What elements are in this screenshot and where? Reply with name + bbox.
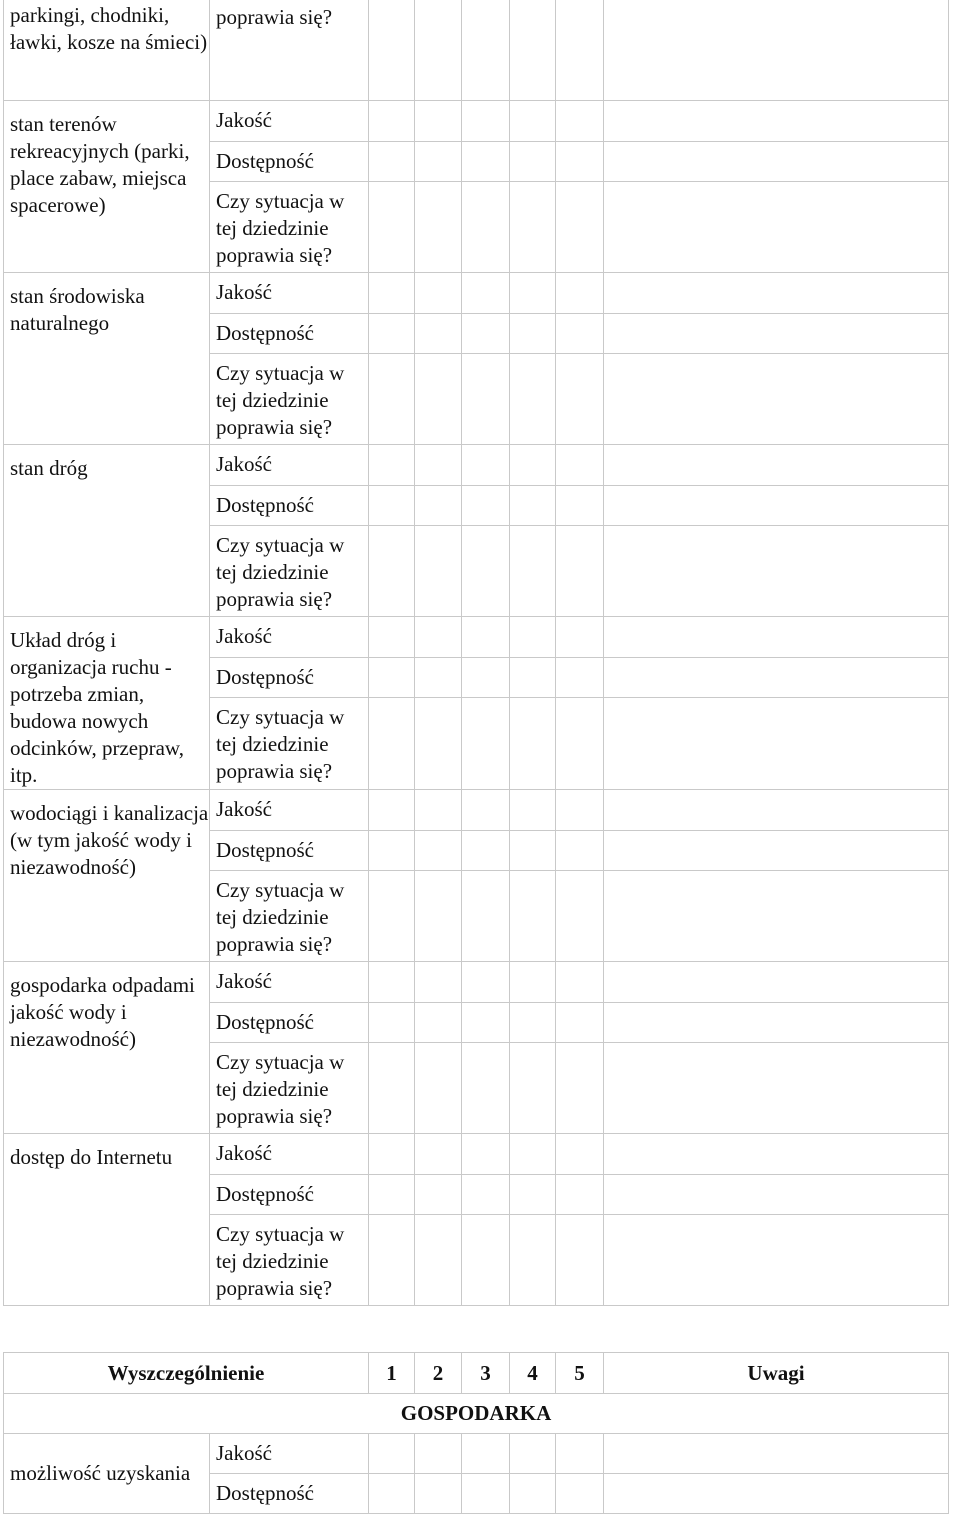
score-cell-2[interactable] — [415, 181, 462, 272]
score-cell-1[interactable] — [369, 525, 415, 616]
score-cell-3[interactable] — [462, 485, 510, 525]
score-cell-3[interactable] — [462, 272, 510, 313]
score-cell-2[interactable] — [415, 444, 462, 485]
notes-cell[interactable] — [604, 141, 949, 181]
score-cell-3[interactable] — [462, 616, 510, 657]
column-header-item: Wyszczególnienie — [4, 1353, 369, 1394]
score-cell-3[interactable] — [462, 657, 510, 697]
score-cell-4[interactable] — [510, 313, 556, 353]
notes-cell[interactable] — [604, 485, 949, 525]
improve-label-line: poprawia się? — [216, 586, 333, 611]
score-cell-3[interactable] — [462, 181, 510, 272]
score-cell-3[interactable] — [462, 830, 510, 870]
score-cell-1[interactable] — [369, 830, 415, 870]
score-cell-3[interactable] — [462, 789, 510, 830]
score-cell-4[interactable] — [510, 141, 556, 181]
score-cell-2[interactable] — [415, 141, 462, 181]
category-cell: możliwość uzyskania — [4, 1434, 210, 1514]
section-row — [4, 1394, 949, 1434]
notes-cell[interactable] — [604, 1214, 949, 1305]
score-cell-3[interactable] — [462, 1474, 510, 1514]
table-row — [4, 961, 949, 1002]
score-cell-3[interactable] — [462, 961, 510, 1002]
notes-cell[interactable] — [604, 830, 949, 870]
score-cell-5[interactable] — [556, 1214, 604, 1305]
column-header-score-2: 2 — [415, 1353, 462, 1394]
availability-label: Dostępność — [210, 485, 369, 525]
score-cell-5[interactable] — [556, 1474, 604, 1514]
score-cell-4[interactable] — [510, 1042, 556, 1133]
score-cell-4[interactable] — [510, 1434, 556, 1474]
score-cell-5[interactable] — [556, 830, 604, 870]
score-cell-3[interactable] — [462, 1434, 510, 1474]
notes-cell[interactable] — [604, 1002, 949, 1042]
notes-cell[interactable] — [604, 1042, 949, 1133]
table-row — [4, 272, 949, 313]
notes-cell[interactable] — [604, 353, 949, 444]
availability-label: Dostępność — [210, 1474, 369, 1514]
score-cell-3[interactable] — [462, 141, 510, 181]
score-cell-5[interactable] — [556, 1042, 604, 1133]
score-cell-2[interactable] — [415, 789, 462, 830]
score-cell-1[interactable] — [369, 0, 415, 100]
column-header-score-5: 5 — [556, 1353, 604, 1394]
score-cell-1[interactable] — [369, 697, 415, 789]
table-row — [4, 100, 949, 141]
score-cell-4[interactable] — [510, 444, 556, 485]
quality-label: Jakość — [210, 100, 369, 141]
score-cell-5[interactable] — [556, 697, 604, 789]
score-cell-3[interactable] — [462, 100, 510, 141]
improve-label-line: poprawia się? — [216, 242, 333, 267]
score-cell-3[interactable] — [462, 525, 510, 616]
notes-cell[interactable] — [604, 444, 949, 485]
table-row — [4, 1133, 949, 1174]
score-cell-3[interactable] — [462, 870, 510, 961]
score-cell-3[interactable] — [462, 697, 510, 789]
availability-label: Dostępność — [210, 1174, 369, 1214]
score-cell-4[interactable] — [510, 697, 556, 789]
category-cell: dostęp do Internetu — [4, 1133, 210, 1305]
score-cell-2[interactable] — [415, 961, 462, 1002]
improve-label — [210, 353, 369, 444]
score-cell-4[interactable] — [510, 1474, 556, 1514]
notes-cell[interactable] — [604, 657, 949, 697]
availability-label: Dostępność — [210, 657, 369, 697]
score-cell-5[interactable] — [556, 870, 604, 961]
score-cell-5[interactable] — [556, 313, 604, 353]
quality-label: Jakość — [210, 272, 369, 313]
improve-label-line: tej dziedzinie — [216, 559, 329, 584]
improve-label-line: tej dziedzinie — [216, 1076, 329, 1101]
score-cell-5[interactable] — [556, 1002, 604, 1042]
table-row — [4, 616, 949, 657]
improve-label — [210, 525, 369, 616]
score-cell-1[interactable] — [369, 1133, 415, 1174]
score-cell-1[interactable] — [369, 789, 415, 830]
availability-label: Dostępność — [210, 141, 369, 181]
score-cell-3[interactable] — [462, 1002, 510, 1042]
score-cell-1[interactable] — [369, 870, 415, 961]
score-cell-1[interactable] — [369, 485, 415, 525]
category-cell: Układ dróg i organizacja ruchu - potrzeba zmian, budowa nowych odcinków, przepraw, itp. — [4, 616, 210, 789]
score-cell-2[interactable] — [415, 485, 462, 525]
score-cell-4[interactable] — [510, 1214, 556, 1305]
improve-label-line: Czy sytuacja w — [216, 188, 345, 213]
score-cell-5[interactable] — [556, 181, 604, 272]
score-cell-5[interactable] — [556, 485, 604, 525]
score-cell-2[interactable] — [415, 616, 462, 657]
score-cell-4[interactable] — [510, 657, 556, 697]
category-cell: wodociągi i kanalizacja (w tym jakość wody i niezawodność) — [4, 789, 210, 961]
score-cell-4[interactable] — [510, 525, 556, 616]
availability-label: Dostępność — [210, 313, 369, 353]
notes-cell[interactable] — [604, 1133, 949, 1174]
score-cell-1[interactable] — [369, 1214, 415, 1305]
notes-cell[interactable] — [604, 961, 949, 1002]
quality-label: Jakość — [210, 444, 369, 485]
improve-label-line: Czy sytuacja w — [216, 1221, 345, 1246]
notes-cell[interactable] — [604, 697, 949, 789]
score-cell-5[interactable] — [556, 444, 604, 485]
score-cell-2[interactable] — [415, 1042, 462, 1133]
score-cell-4[interactable] — [510, 100, 556, 141]
table-row — [4, 0, 949, 100]
score-cell-5[interactable] — [556, 657, 604, 697]
notes-cell[interactable] — [604, 0, 949, 100]
score-cell-2[interactable] — [415, 697, 462, 789]
score-cell-2[interactable] — [415, 830, 462, 870]
score-cell-3[interactable] — [462, 353, 510, 444]
column-header-score-3: 3 — [462, 1353, 510, 1394]
score-cell-1[interactable] — [369, 616, 415, 657]
quality-label: Jakość — [210, 1434, 369, 1474]
notes-cell[interactable] — [604, 1474, 949, 1514]
improve-label — [210, 181, 369, 272]
notes-cell[interactable] — [604, 616, 949, 657]
improve-label-line: poprawia się? — [216, 414, 333, 439]
improve-label-line: tej dziedzinie — [216, 215, 329, 240]
improve-label-line: Czy sytuacja w — [216, 532, 345, 557]
notes-cell[interactable] — [604, 100, 949, 141]
notes-cell[interactable] — [604, 525, 949, 616]
improve-label — [210, 1042, 369, 1133]
improve-label-line: Czy sytuacja w — [216, 704, 345, 729]
score-cell-3[interactable] — [462, 1042, 510, 1133]
header-row — [4, 1353, 949, 1394]
availability-label: Dostępność — [210, 1002, 369, 1042]
score-cell-1[interactable] — [369, 961, 415, 1002]
score-cell-3[interactable] — [462, 1214, 510, 1305]
score-cell-2[interactable] — [415, 1434, 462, 1474]
score-cell-1[interactable] — [369, 444, 415, 485]
improve-label — [210, 870, 369, 961]
score-cell-4[interactable] — [510, 1002, 556, 1042]
score-cell-2[interactable] — [415, 313, 462, 353]
score-cell-5[interactable] — [556, 272, 604, 313]
score-cell-1[interactable] — [369, 353, 415, 444]
quality-label: Jakość — [210, 616, 369, 657]
score-cell-1[interactable] — [369, 1434, 415, 1474]
score-cell-1[interactable] — [369, 1042, 415, 1133]
score-cell-5[interactable] — [556, 525, 604, 616]
score-cell-5[interactable] — [556, 100, 604, 141]
improve-label-line: tej dziedzinie — [216, 387, 329, 412]
score-cell-2[interactable] — [415, 100, 462, 141]
score-cell-4[interactable] — [510, 485, 556, 525]
score-cell-5[interactable] — [556, 789, 604, 830]
score-cell-2[interactable] — [415, 1002, 462, 1042]
score-cell-1[interactable] — [369, 313, 415, 353]
quality-label: Jakość — [210, 961, 369, 1002]
score-cell-1[interactable] — [369, 657, 415, 697]
column-header-score-4: 4 — [510, 1353, 556, 1394]
score-cell-3[interactable] — [462, 444, 510, 485]
score-cell-3[interactable] — [462, 313, 510, 353]
score-cell-4[interactable] — [510, 616, 556, 657]
score-cell-3[interactable] — [462, 1174, 510, 1214]
improve-label-line: poprawia się? — [216, 1275, 333, 1300]
score-cell-4[interactable] — [510, 789, 556, 830]
score-cell-2[interactable] — [415, 870, 462, 961]
score-cell-2[interactable] — [415, 272, 462, 313]
score-cell-2[interactable] — [415, 353, 462, 444]
economy-table — [3, 1352, 949, 1514]
score-cell-4[interactable] — [510, 353, 556, 444]
quality-label: Jakość — [210, 789, 369, 830]
category-cell: gospodarka odpadami jakość wody i niezawodność) — [4, 961, 210, 1133]
score-cell-4[interactable] — [510, 961, 556, 1002]
notes-cell[interactable] — [604, 313, 949, 353]
table-row — [4, 1434, 949, 1474]
improve-label-line: Czy sytuacja w — [216, 1049, 345, 1074]
notes-cell[interactable] — [604, 1434, 949, 1474]
score-cell-2[interactable] — [415, 1133, 462, 1174]
score-cell-4[interactable] — [510, 830, 556, 870]
column-header-notes: Uwagi — [604, 1353, 949, 1394]
improve-label — [210, 697, 369, 789]
improve-label — [210, 1214, 369, 1305]
score-cell-1[interactable] — [369, 1474, 415, 1514]
section-title: GOSPODARKA — [4, 1394, 949, 1434]
score-cell-5[interactable] — [556, 0, 604, 100]
score-cell-5[interactable] — [556, 1174, 604, 1214]
score-cell-5[interactable] — [556, 1434, 604, 1474]
score-cell-3[interactable] — [462, 1133, 510, 1174]
score-cell-4[interactable] — [510, 181, 556, 272]
score-cell-4[interactable] — [510, 0, 556, 100]
improve-label-line: poprawia się? — [216, 1103, 333, 1128]
improve-label-line: poprawia się? — [216, 758, 333, 783]
notes-cell[interactable] — [604, 272, 949, 313]
score-cell-5[interactable] — [556, 141, 604, 181]
score-cell-2[interactable] — [415, 1474, 462, 1514]
notes-cell[interactable] — [604, 1174, 949, 1214]
improve-label-line: poprawia się? — [216, 931, 333, 956]
score-cell-1[interactable] — [369, 181, 415, 272]
score-cell-1[interactable] — [369, 1174, 415, 1214]
score-cell-2[interactable] — [415, 1174, 462, 1214]
quality-label: Jakość — [210, 1133, 369, 1174]
column-header-score-1: 1 — [369, 1353, 415, 1394]
category-cell: stan dróg — [4, 444, 210, 616]
score-cell-4[interactable] — [510, 1133, 556, 1174]
rating-table — [3, 0, 949, 1306]
notes-cell[interactable] — [604, 181, 949, 272]
table-row — [4, 444, 949, 485]
score-cell-5[interactable] — [556, 616, 604, 657]
score-cell-1[interactable] — [369, 1002, 415, 1042]
score-cell-1[interactable] — [369, 141, 415, 181]
improve-label-line: tej dziedzinie — [216, 731, 329, 756]
score-cell-5[interactable] — [556, 353, 604, 444]
score-cell-1[interactable] — [369, 272, 415, 313]
score-cell-2[interactable] — [415, 1214, 462, 1305]
score-cell-2[interactable] — [415, 0, 462, 100]
improve-label: poprawia się? — [210, 0, 369, 100]
improve-label-line: Czy sytuacja w — [216, 877, 345, 902]
category-cell: stan terenów rekreacyjnych (parki, place zabaw, miejsca spacerowe) — [4, 100, 210, 272]
score-cell-4[interactable] — [510, 272, 556, 313]
score-cell-3[interactable] — [462, 0, 510, 100]
category-cell: stan środowiska naturalnego — [4, 272, 210, 444]
improve-label-line: tej dziedzinie — [216, 1248, 329, 1273]
improve-label-line: tej dziedzinie — [216, 904, 329, 929]
score-cell-2[interactable] — [415, 525, 462, 616]
score-cell-5[interactable] — [556, 961, 604, 1002]
score-cell-1[interactable] — [369, 100, 415, 141]
notes-cell[interactable] — [604, 789, 949, 830]
score-cell-4[interactable] — [510, 1174, 556, 1214]
score-cell-4[interactable] — [510, 870, 556, 961]
category-cell: parkingi, chodniki, ławki, kosze na śmieci) — [4, 0, 210, 100]
score-cell-2[interactable] — [415, 657, 462, 697]
availability-label: Dostępność — [210, 830, 369, 870]
table-row — [4, 789, 949, 830]
score-cell-5[interactable] — [556, 1133, 604, 1174]
improve-label-line: Czy sytuacja w — [216, 360, 345, 385]
notes-cell[interactable] — [604, 870, 949, 961]
